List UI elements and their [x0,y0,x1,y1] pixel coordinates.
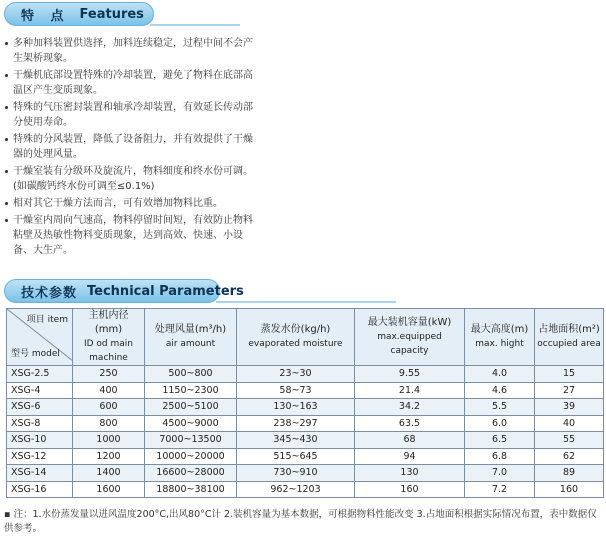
column-header-en: ID od main machine [83,339,133,363]
table-cell: 800 [73,415,145,432]
table-cell: 160 [355,481,465,498]
table-cell: 58~73 [237,382,355,399]
table-row [7,481,604,498]
table-cell: 730~910 [237,465,355,482]
table-cell: 6.0 [465,415,535,432]
table-cell: 27 [535,382,604,399]
column-header-en: max. hight [475,339,524,349]
table-cell: 89 [535,465,604,482]
column-header [355,309,465,366]
table-cell: 1600 [73,481,145,498]
table-cell: 55 [535,432,604,449]
table-footnote: ▪ 注：1.水份蒸发量以进风温度200°C,出风80°C计 2.装机容量为基本数据，可根据物料性能改变 3.占地面积根据实际情况布置，表中数据仅供参考。 [4,509,597,534]
table-cell: 130~163 [237,399,355,416]
table-cell: 2500~5100 [145,399,237,416]
model-cell: XSG-16 [7,481,73,498]
column-header [237,309,355,366]
column-header-zh: 最大高度(m) [470,324,529,335]
table-cell: 238~297 [237,415,355,432]
feature-item: 干燥机底部设置特殊的冷却装置，避免了物料在底部高温区产生变质现象。 [4,68,254,98]
features-title-zh: 特 点 [21,8,70,24]
features-section-title [4,2,154,26]
column-header [73,309,145,366]
table-cell: 600 [73,399,145,416]
table-cell: 7.2 [465,481,535,498]
table-cell: 4500~9000 [145,415,237,432]
column-header-en: max.equipped capacity [377,332,442,356]
table-cell: 500~800 [145,366,237,383]
table-cell: 250 [73,366,145,383]
table-cell: 23~30 [237,366,355,383]
table-cell: 130 [355,465,465,482]
column-header-en: occupied area [537,339,601,349]
params-title-en: Technical Parameters [87,283,244,299]
table-row [7,432,604,449]
table-cell: 15 [535,366,604,383]
table-cell: 6.8 [465,448,535,465]
table-cell: 21.4 [355,382,465,399]
column-header-en: evaporated moisture [248,339,343,349]
table-row [7,382,604,399]
params-section-title [4,279,244,303]
table-row [7,465,604,482]
table-cell: 34.2 [355,399,465,416]
table-cell: 1000 [73,432,145,449]
model-cell: XSG-10 [7,432,73,449]
table-cell: 160 [535,481,604,498]
table-cell: 1200 [73,448,145,465]
corner-model-label: 型号 model [11,349,60,359]
feature-item: 相对其它干燥方法而言，可有效增加物料比重。 [4,196,254,211]
table-cell: 6.5 [465,432,535,449]
table-cell: 345~430 [237,432,355,449]
corner-header-cell [7,309,73,366]
table-cell: 962~1203 [237,481,355,498]
table-cell: 9.55 [355,366,465,383]
table-header-row [7,309,604,366]
table-cell: 40 [535,415,604,432]
feature-item: 特殊的分风装置，降低了设备阻力，并有效提供了干燥器的处理风量。 [4,132,254,162]
model-cell: XSG-6 [7,399,73,416]
model-cell: XSG-2.5 [7,366,73,383]
table-row [7,366,604,383]
table-cell: 1400 [73,465,145,482]
table-row [7,448,604,465]
model-cell: XSG-12 [7,448,73,465]
model-cell: XSG-4 [7,382,73,399]
table-row [7,415,604,432]
features-list [4,36,254,260]
column-header-zh: 主机内径(mm) [88,310,129,335]
table-cell: 4.6 [465,382,535,399]
table-cell: 1150~2300 [145,382,237,399]
feature-item: 多种加料装置供选择，加料连续稳定，过程中间不会产生架桥现象。 [4,36,254,66]
params-title-zh: 技术参数 [21,285,78,301]
table-cell: 7.0 [465,465,535,482]
table-cell: 68 [355,432,465,449]
table-cell: 63.5 [355,415,465,432]
column-header-zh: 处理风量(m³/h) [154,324,227,335]
table-row [7,399,604,416]
table-cell: 400 [73,382,145,399]
table-cell: 16600~28000 [145,465,237,482]
table-cell: 39 [535,399,604,416]
table-cell: 515~645 [237,448,355,465]
table-cell: 4.0 [465,366,535,383]
params-divider [216,301,396,303]
table-cell: 10000~20000 [145,448,237,465]
column-header-zh: 蒸发水份(kg/h) [260,324,331,335]
model-cell: XSG-8 [7,415,73,432]
feature-item: 特殊的气压密封装置和轴承冷却装置，有效延长传动部分使用寿命。 [4,100,254,130]
column-header [465,309,535,366]
table-cell: 94 [355,448,465,465]
table-cell: 62 [535,448,604,465]
technical-parameters-table [6,308,604,498]
table-cell: 7000~13500 [145,432,237,449]
column-header-en: air amount [165,339,216,349]
feature-item: 干燥室内周向气速高，物料停留时间短，有效防止物料粘壁及热敏性物料变质现象，达到高效、快速、小设备、大生产。 [4,213,254,258]
column-header-zh: 占地面积(m²) [538,324,600,335]
features-divider [150,24,240,26]
column-header [145,309,237,366]
table-cell: 18800~38100 [145,481,237,498]
column-header [535,309,604,366]
features-title-en: Features [79,6,144,22]
feature-item: 干燥室装有分级环及旋流片，物料细度和终水份可调。(如碳酸钙终水份可调至≤0.1%) [4,164,254,194]
table-cell: 5.5 [465,399,535,416]
column-header-zh: 最大装机容量(kW) [367,317,452,328]
model-cell: XSG-14 [7,465,73,482]
corner-item-label: 项目 item [26,315,68,325]
